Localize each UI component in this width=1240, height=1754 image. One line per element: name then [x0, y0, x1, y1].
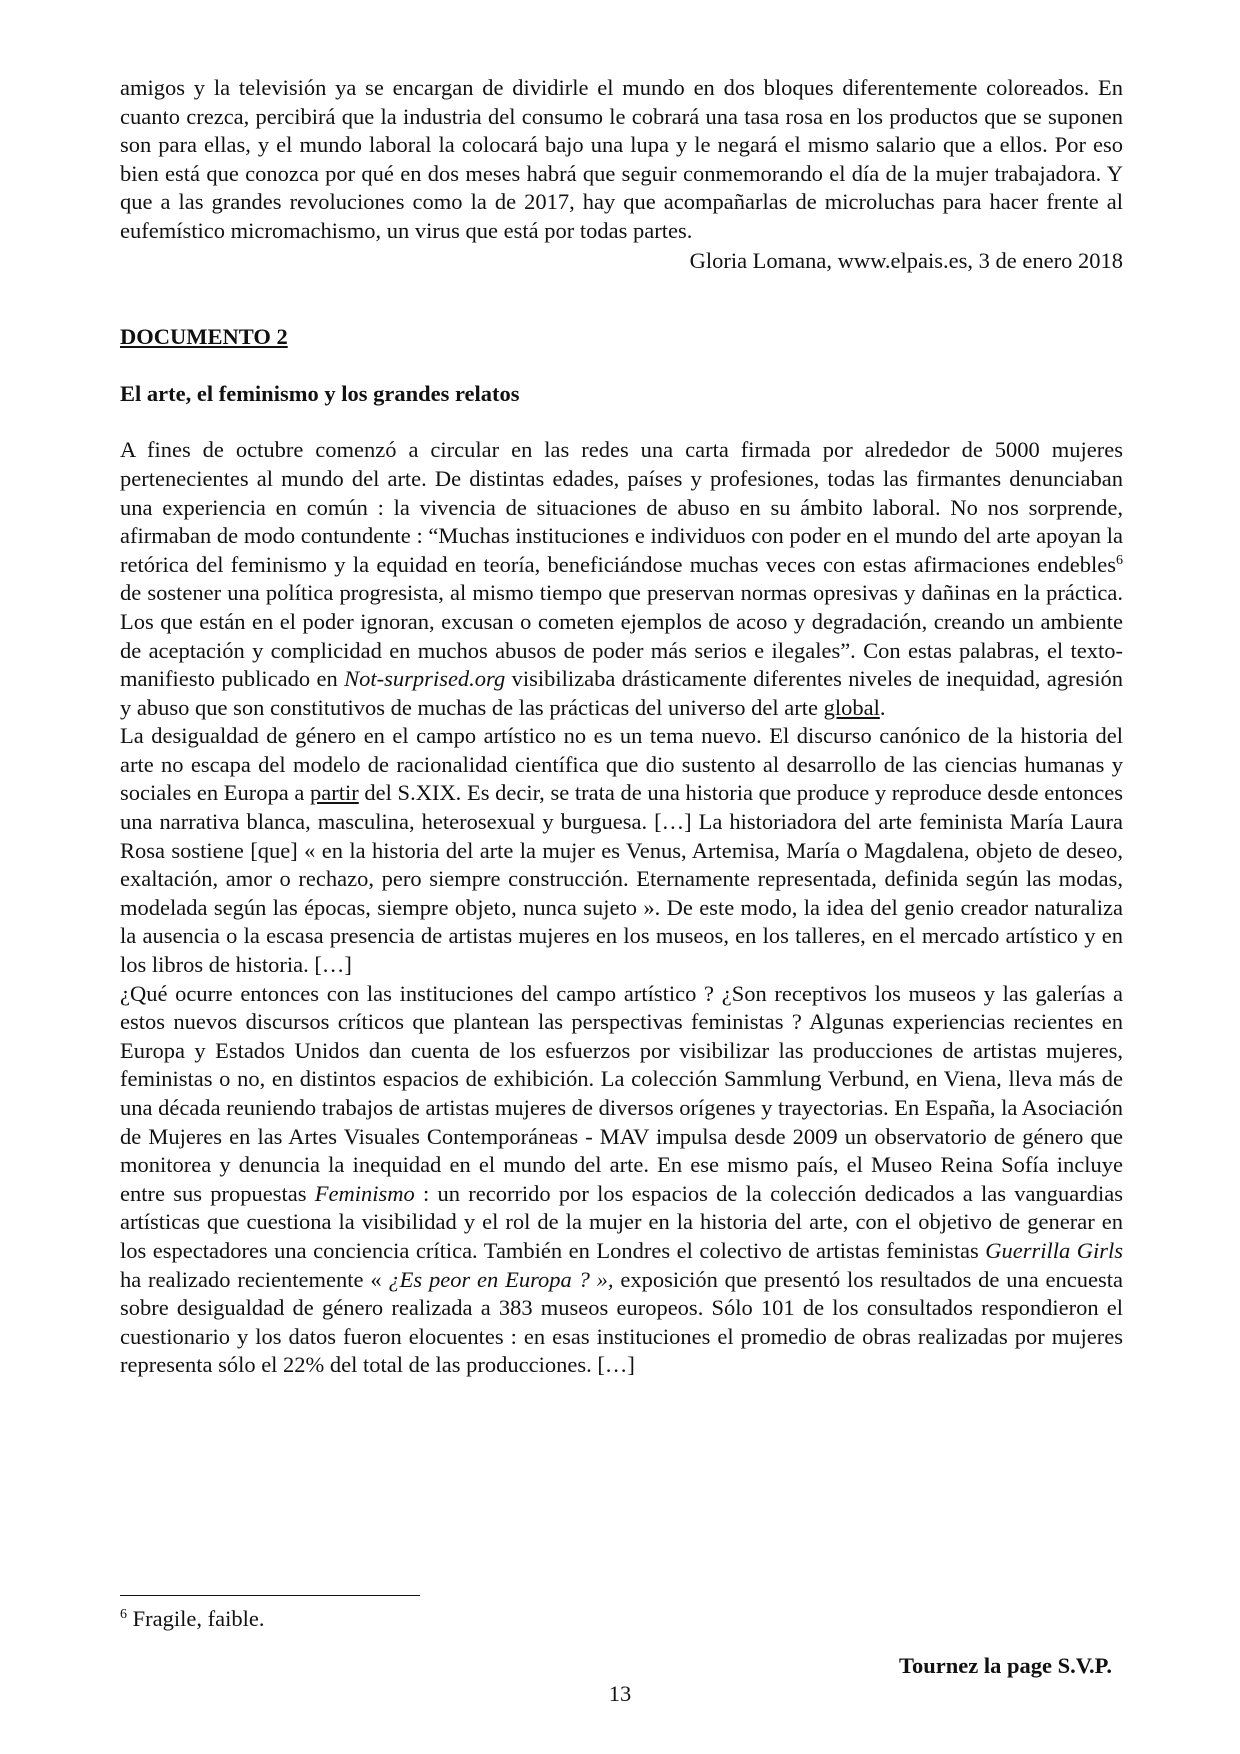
- p2-text-b: del S.XIX. Es decir, se trata de una historia que produce y reproduce desde entonces una narrativa blanca, masculina, heterosexual y burguesa. […] La historiadora del arte feminista María Laura Rosa sostiene [que] « en la historia del arte la mujer es Venus, Artemisa, María o Magdalena, objeto de deseo, exaltación, amor o rechazo, pero siempre construcción. Eternamente representada, definida según las modas, modelada según las épocas, siempre objeto, nunca sujeto ». De este modo, la idea del genio creador naturaliza la ausencia o la escasa presencia de artistas mujeres en los museos, en los talleres, en el mercado artístico y en los libros de historia. […]: [120, 780, 1123, 978]
- doc1-signature: Gloria Lomana, www.elpais.es, 3 de enero 2018: [689, 247, 1123, 273]
- p1-italic-site: Not-surprised.org: [344, 666, 506, 692]
- p3-text-d: exposición que presentó los resultados de una encuesta sobre desigualdad de género realizada a 383 museos europeos. Sólo 101 de los consultados respondieron el cuestionario y los datos fueron elocuentes : en esas instituciones el promedio de obras realizadas por mujeres representa sólo el 22% del total de las producciones. […]: [120, 1266, 1123, 1378]
- p2-text-a: La desigualdad de género en el campo artístico no es un tema nuevo. El discurso canónico de la historia del arte no escapa del modelo de racionalidad científica que dio sustento al desarrollo de las ciencias humanas y sociales en Europa a: [120, 723, 1123, 806]
- doc1-paragraph: amigos y la televisión ya se encargan de dividirle el mundo en dos bloques diferentemente coloreados. En cuanto crezca, percibirá que la industria del consumo le cobrará una tasa rosa en los productos que se suponen son para ellas, y el mundo laboral la colocará bajo una lupa y le negará el mismo salario que a ellos. Por eso bien está que conozca por qué en dos meses habrá que seguir conmemorando el día de la mujer trabajadora. Y que a las grandes revoluciones como la de 2017, hay que acompañarlas de microluchas para hacer frente al eufemístico micromachismo, un virus que está por todas partes.: [120, 75, 1123, 243]
- footnote-mark: 6: [120, 1607, 127, 1622]
- doc2-paragraph-3: [120, 980, 1123, 1380]
- p1-underlined-word: global: [823, 694, 880, 720]
- p3-italic-guerrilla-girls: Guerrilla Girls: [985, 1237, 1124, 1263]
- document-2-label: DOCUMENTO 2: [120, 324, 288, 350]
- doc2-paragraph-2: [120, 722, 1123, 979]
- p1-text-b: de sostener una política progresista, al mismo tiempo que preservan normas opresivas y dañinas en la práctica. Los que están en el poder ignoran, excusan o cometen ejemplos de acoso y degradación, creando un ambiente de aceptación y complicidad en muchos abusos de poder más serios e ilegales”. Con estas palabras, el texto-manifiesto publicado en: [120, 580, 1123, 692]
- doc2-paragraph-1: [120, 436, 1123, 722]
- turn-page-note: Tournez la page S.V.P.: [899, 1653, 1112, 1678]
- footnote-divider: [120, 1595, 420, 1596]
- p1-text-d: .: [879, 694, 886, 720]
- p1-text-a: A fines de octubre comenzó a circular en las redes una carta firmada por alrededor de 5000 mujeres pertenecientes al mundo del arte. De distintas edades, países y profesiones, todas las firmantes denunciaban una experiencia en común : la vivencia de situaciones de abuso en su ámbito laboral. No nos sorprende, afirmaban de modo contundente : “Muchas instituciones e individuos con poder en el mundo del arte apoyan la retórica del feminismo y la equidad en teoría, beneficiándose muchas veces con estas afirmaciones endebles: [120, 437, 1123, 577]
- document-body: [120, 74, 1123, 1380]
- document-2-title: El arte, el feminismo y los grandes relatos: [120, 380, 520, 406]
- p3-text-a: ¿Qué ocurre entonces con las instituciones del campo artístico ? ¿Son receptivos los museos y las galerías a estos nuevos discursos críticos que plantean las perspectivas feministas ? Algunas experiencias recientes en Europa y Estados Unidos dan cuenta de los esfuerzos por visibilizar las producciones de artistas mujeres, feministas o no, en distintos espacios de exhibición. La colección Sammlung Verbund, en Viena, lleva más de una década reuniendo trabajos de artistas mujeres de diversos orígenes y trayectorias. En España, la Asociación de Mujeres en las Artes Visuales Contemporáneas - MAV impulsa desde 2009 un observatorio de género que monitorea y denuncia la inequidad en el mundo del arte. En ese mismo país, el Museo Reina Sofía incluye entre sus propuestas: [120, 980, 1123, 1206]
- p2-underlined-word: partir: [310, 780, 359, 806]
- footnote-text: Fragile, faible.: [127, 1606, 265, 1631]
- p3-text-b: : un recorrido por los espacios de la colección dedicados a las vanguardias artísticas que cuestiona la visibilidad y el rol de la mujer en la historia del arte, con el objetivo de generar en los espectadores una conciencia crítica. También en Londres el colectivo de artistas feministas: [120, 1180, 1123, 1263]
- p1-text-c: visibilizaba drásticamente diferentes niveles de inequidad, agresión y abuso que son constitutivos de muchas de las prácticas del universo del arte: [120, 666, 1123, 720]
- page-number: 13: [608, 1681, 632, 1706]
- footnote: [120, 1605, 920, 1634]
- p3-text-c: ha realizado recientemente «: [120, 1266, 389, 1292]
- footnote-ref: 6: [1116, 552, 1123, 568]
- p3-italic-feminismo: Feminismo: [314, 1180, 415, 1206]
- p3-italic-exhibition: ¿Es peor en Europa ? »,: [388, 1266, 614, 1292]
